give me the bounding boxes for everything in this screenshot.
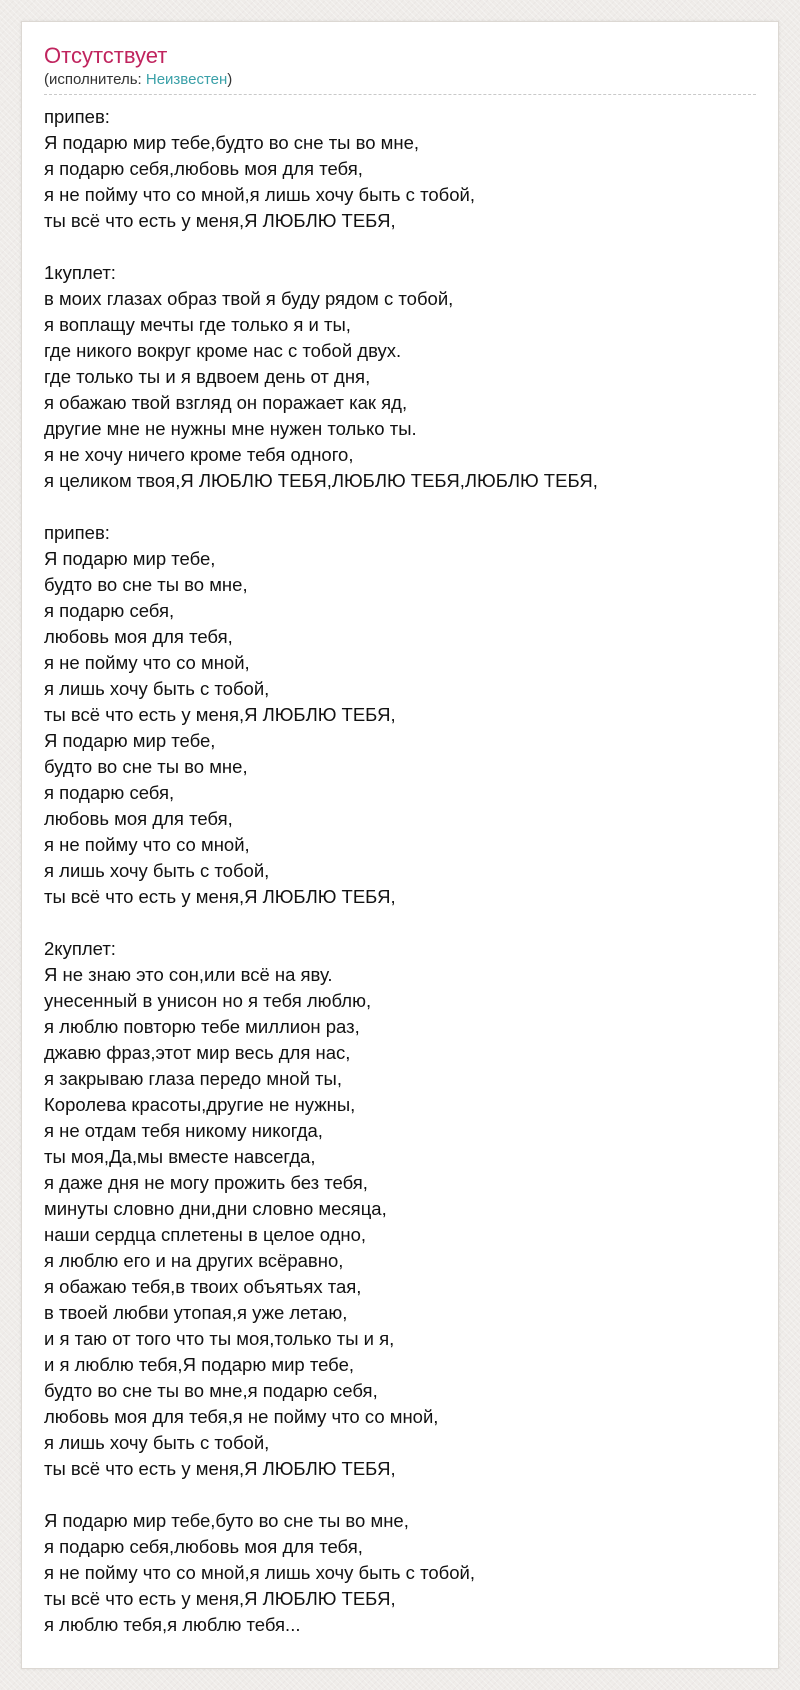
artist-link[interactable]: Неизвестен <box>145 71 228 88</box>
lyrics-text: припев: Я подарю мир тебе,будто во сне ты во мне, я подарю себя,любовь моя для тебя, я не пойму что со мной,я лишь хочу быть с тобой, ты всё что есть у меня,Я ЛЮБЛЮ ТЕБЯ, 1куплет: в моих глазах образ твой я буду рядом с тобой, я воплащу мечты где только я и ты, где никого вокруг кроме нас с тобой двух. где только ты и я вдвоем день от дня, я обажаю твой взгляд он поражает как яд, другие мне не нужны мне нужен только ты. я не хочу ничего кроме тебя одного, я целиком твоя,Я ЛЮБЛЮ ТЕБЯ,ЛЮБЛЮ ТЕБЯ,ЛЮБЛЮ ТЕБЯ, припев: Я подарю мир тебе, будто во сне ты во мне, я подарю себя, любовь моя для тебя, я не пойму что со мной, я лишь хочу быть с тобой, ты всё что есть у меня,Я ЛЮБЛЮ ТЕБЯ, Я подарю мир тебе, будто во сне ты во мне, я подарю себя, любовь моя для тебя, я не пойму что со мной, я лишь хочу быть с тобой, ты всё что есть у меня,Я ЛЮБЛЮ ТЕБЯ, 2куплет: Я не знаю это сон,или всё на яву. унесенный в унисон но я тебя люблю, я люблю повторю тебе миллион раз, джавю фраз,этот мир весь для нас, я закрываю глаза передо мной ты, Королева красоты,другие не нужны, я не отдам тебя никому никогда, ты моя,Да,мы вместе навсегда, я даже дня не могу прожить без тебя, минуты словно дни,дни словно месяца, наши сердца сплетены в целое одно, я люблю его и на других всёравно, я обажаю тебя,в твоих объятьях тая, в твоей любви утопая,я уже летаю, и я таю от того что ты моя,только ты и я, и я люблю тебя,Я подарю мир тебе, будто во сне ты во мне,я подарю себя, любовь моя для тебя,я не пойму что со мной, я лишь хочу быть с тобой, ты всё что есть у меня,Я ЛЮБЛЮ ТЕБЯ, Я подарю мир тебе,буто во сне ты во мне, я подарю себя,любовь моя для тебя, я не пойму что со мной,я лишь хочу быть с тобой, ты всё что есть у меня,Я ЛЮБЛЮ ТЕБЯ, я люблю тебя,я люблю тебя... <box>44 106 598 1635</box>
artist-line <box>44 70 756 95</box>
lyrics-card <box>21 21 779 1669</box>
artist-prefix: (исполнитель: <box>44 71 146 88</box>
song-title: Отсутствует <box>44 43 168 68</box>
artist-suffix: ) <box>227 71 233 88</box>
